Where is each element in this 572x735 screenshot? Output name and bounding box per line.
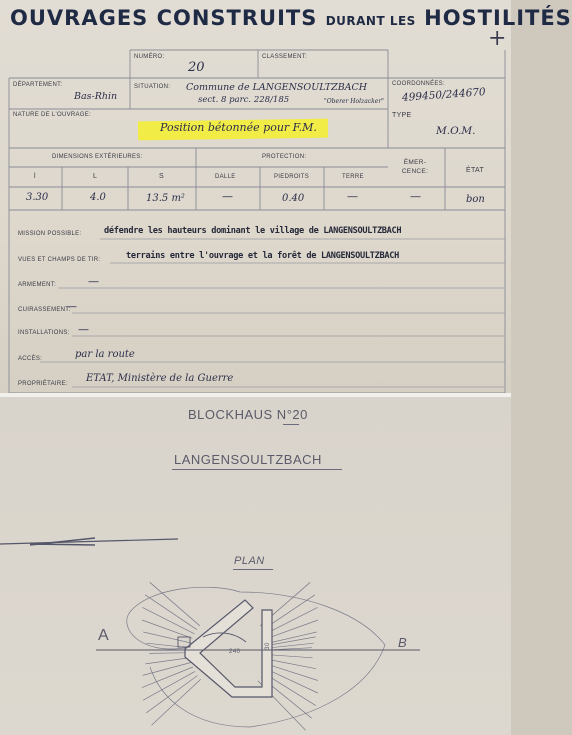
form-grid (0, 0, 511, 393)
col-header-l: l (34, 173, 36, 180)
corner-mark: + (488, 26, 507, 51)
cuirassement-label: CUIRASSEMENT: (18, 307, 71, 313)
cell-l: 3.30 (26, 192, 49, 203)
drawing-title: BLOCKHAUS N°20 (188, 407, 308, 422)
installations-value: — (78, 323, 89, 336)
col-header-S: S (159, 173, 164, 180)
proprietaire-value: ETAT, Ministère de la Guerre (86, 373, 234, 384)
type-value: M.O.M. (436, 125, 476, 137)
title-part-2: DURANT LES (325, 14, 416, 28)
dimensions-label: DIMENSIONS EXTÉRIEURES: (52, 154, 143, 160)
plan-label: PLAN (234, 555, 265, 567)
departement-label: DÉPARTEMENT: (13, 82, 63, 88)
cell-terre: — (347, 190, 358, 203)
numero-value: 20 (188, 60, 205, 75)
title-part-1: OUVRAGES CONSTRUITS (10, 6, 318, 30)
situation-note: "Oberer Holzacker" (324, 98, 384, 105)
dimension-30: 30 (264, 642, 271, 650)
col-header-dalle: DALLE (215, 174, 236, 180)
type-label: TYPE (392, 112, 412, 119)
dimension-240: 240 (229, 649, 241, 655)
field-of-fire-hatching (127, 582, 385, 730)
cell-etat: bon (466, 194, 485, 205)
col-header-terre: TERRE (342, 174, 364, 180)
situation-line-2: sect. 8 parc. 228/185 (198, 95, 290, 105)
cuirassement-value: — (66, 300, 77, 313)
coordonnees-label: COORDONNÉES: (392, 81, 445, 87)
mission-value: défendre les hauteurs dominant le village de LANGENSOULTZBACH (104, 226, 402, 236)
col-header-L: L (93, 173, 98, 180)
protection-label: PROTECTION: (262, 154, 307, 160)
emergence-label: ÉMER-CENCE: (401, 159, 429, 175)
vues-value: terrains entre l'ouvrage et la forêt de LANGENSOULTZBACH (126, 251, 399, 261)
cell-emergence: — (410, 190, 421, 203)
etat-label: ÉTAT (466, 167, 485, 174)
cell-S: 13.5 m² (146, 193, 185, 204)
col-header-piedroits: PIEDROITS (274, 174, 310, 180)
situation-label: SITUATION: (134, 84, 171, 90)
cell-dalle: — (222, 190, 233, 203)
title-part-3: HOSTILITÉS (424, 6, 572, 30)
armement-label: ARMEMENT: (18, 282, 57, 288)
drawing-place: LANGENSOULTZBACH (174, 452, 322, 467)
proprietaire-label: PROPRIÉTAIRE: (18, 381, 68, 387)
direction-arrow (0, 538, 178, 545)
cell-L: 4.0 (90, 192, 106, 203)
section-label-a: A (98, 627, 110, 644)
coordonnees-value: 499450/244670 (401, 86, 487, 104)
plan-drawing-sheet (0, 397, 511, 735)
departement-value: Bas-Rhin (74, 91, 118, 102)
plan-sketch (0, 397, 511, 735)
nature-value: Position bétonnée pour F.M. (160, 121, 317, 134)
numero-label: NUMÉRO: (134, 54, 165, 60)
vues-label: VUES ET CHAMPS DE TIR: (18, 257, 101, 263)
acces-value: par la route (75, 349, 135, 360)
cell-piedroits: 0.40 (282, 193, 305, 204)
mission-label: MISSION POSSIBLE: (18, 231, 82, 237)
acces-label: ACCÈS: (18, 356, 43, 362)
armement-value: — (88, 275, 99, 288)
installations-label: INSTALLATIONS: (18, 330, 70, 336)
situation-line-1: Commune de LANGENSOULTZBACH (186, 82, 368, 93)
classement-label: CLASSEMENT: (262, 54, 307, 60)
nature-label: NATURE DE L'OUVRAGE: (13, 112, 92, 118)
section-label-b: B (398, 635, 408, 650)
